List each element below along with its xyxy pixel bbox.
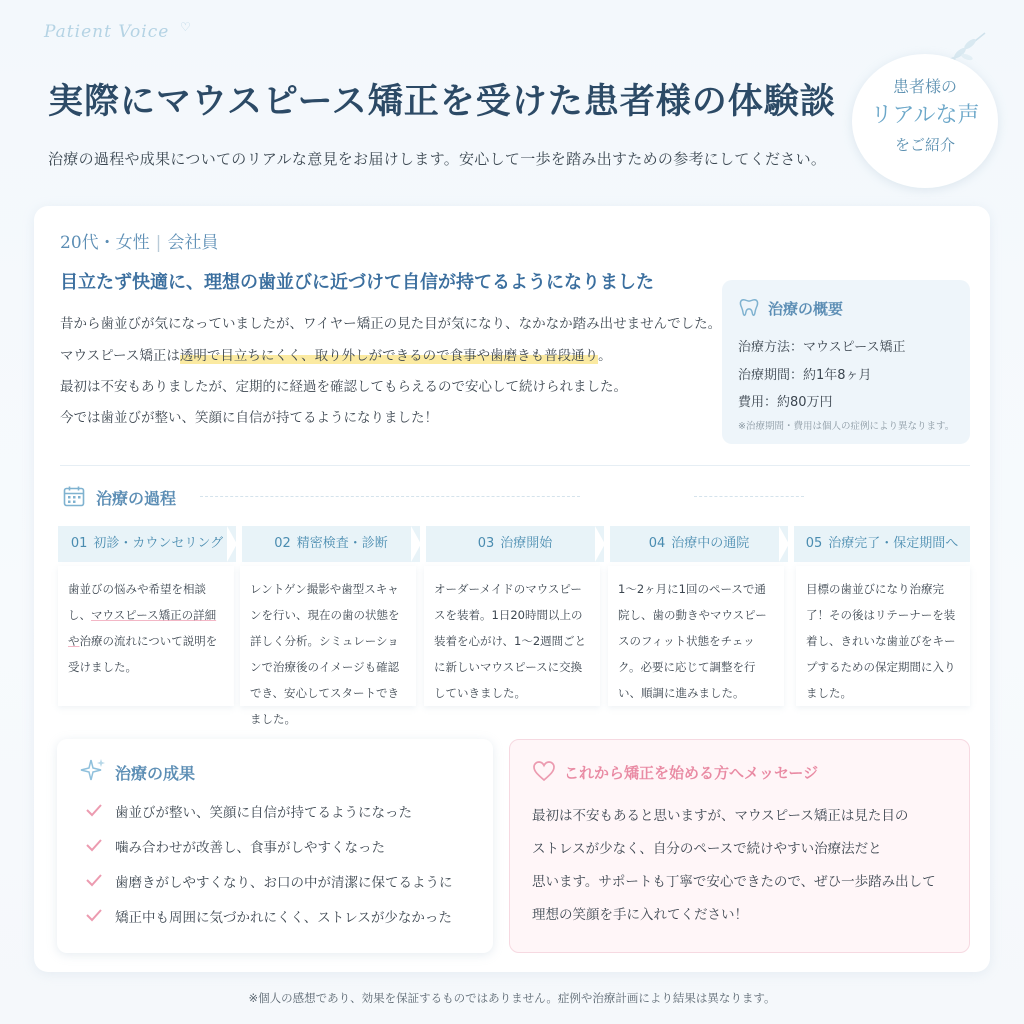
message-line: 思います。サポートも丁寧で安心できたので、ぜひ一歩踏み出して [532, 874, 936, 890]
story-paragraph-4: 今では歯並びが整い、笑顔に自信が持てるようになりました！ [60, 410, 438, 426]
summary-note: ※治療期間・費用は個人の症例により異なります。 [738, 421, 955, 432]
summary-method: 治療方法：マウスピース矯正 [738, 340, 906, 355]
process-step-03: 03 治療開始 [426, 526, 604, 562]
summary-title: 治療の概要 [768, 300, 844, 318]
message-line: 理想の笑顔を手に入れてください！ [532, 907, 748, 923]
story-highlight: 透明で目立ちにくく、取り外しができるので食事や歯磨きも普段通り [179, 348, 599, 364]
tooth-icon [738, 297, 760, 319]
profile-age-gender: 20代・女性 [60, 233, 150, 253]
patient-voice-tag: Patient Voice [44, 22, 170, 42]
summary-cost: 費用：約80万円 [738, 395, 833, 410]
message-panel [509, 739, 970, 953]
section-divider [60, 465, 970, 466]
process-step-02: 02 精密検査・診断 [242, 526, 420, 562]
badge-line1: 患者様の [892, 77, 957, 96]
disclaimer-footer: ※個人の感想であり、効果を保証するものではありません。症例や治療計画により結果は異なります。 [248, 991, 776, 1005]
page-subtitle: 治療の過程や成果についてのリアルな意見をお届けします。安心して一歩を踏み出すための参考にしてください。 [48, 150, 827, 168]
process-steps-bar [58, 526, 970, 562]
process-title: 治療の過程 [96, 489, 177, 508]
sparkle-icon [79, 757, 107, 785]
result-item: 歯磨きがしやすくなり、お口の中が清潔に保てるように [115, 875, 453, 891]
check-icon [85, 873, 103, 887]
process-step-01-description: 歯並びの悩みや希望を相談し、マウスピース矯正の詳細や治療の流れについて説明を受けました。 [58, 566, 234, 706]
process-step-03-description: オーダーメイドのマウスピースを装着。1日20時間以上の装着を心がけ、1〜2週間ごとに新しいマウスピースに交換していきました。 [424, 566, 600, 706]
real-voice-badge [852, 54, 998, 188]
process-step-04-description: 1〜2ヶ月に1回のペースで通院し、歯の動きやマウスピースのフィット状態をチェック。必要に応じて調整を行い、順調に進みました。 [608, 566, 784, 706]
process-step-02-description: レントゲン撮影や歯型スキャンを行い、現在の歯の状態を詳しく分析。シミュレーションで治療後のイメージも確認でき、安心してスタートできました。 [240, 566, 416, 706]
message-line: ストレスが少なく、自分のペースで続けやすい治療法だと [532, 841, 882, 857]
process-step-04: 04 治療中の通院 [610, 526, 788, 562]
calendar-icon [62, 484, 86, 508]
process-dashed-line [200, 496, 580, 497]
results-title: 治療の成果 [115, 764, 196, 783]
badge-line2: リアルな声 [870, 103, 980, 128]
result-item: 噛み合わせが改善し、食事がしやすくなった [115, 840, 385, 856]
story-paragraph-3: 最初は不安もありましたが、定期的に経過を確認してもらえるので安心して続けられました。 [60, 379, 627, 395]
badge-line3: をご紹介 [894, 136, 955, 154]
message-line: 最初は不安もあると思いますが、マウスピース矯正は見た目の [532, 808, 909, 824]
message-title: これから矯正を始める方へメッセージ [564, 764, 819, 782]
result-item: 矯正中も周囲に気づかれにくく、ストレスが少なかった [115, 910, 452, 926]
process-step-05-description: 目標の歯並びになり治療完了！その後はリテーナーを装着し、きれいな歯並びをキープするための保定期間に入りました。 [796, 566, 970, 706]
process-step-01: 01 初診・カウンセリング [58, 526, 236, 562]
heart-icon [532, 760, 556, 782]
check-icon [85, 803, 103, 817]
result-item: 歯並びが整い、笑顔に自信が持てるようになった [115, 805, 412, 821]
profile-occupation: 会社員 [167, 233, 219, 253]
process-step-05: 05 治療完了・保定期間へ [794, 526, 970, 562]
check-icon [85, 908, 103, 922]
page-title: 実際にマウスピース矯正を受けた患者様の体験談 [48, 81, 836, 122]
story-paragraph-1: 昔から歯並びが気になっていましたが、ワイヤー矯正の見た目が気になり、なかなか踏み出せませんでした。 [60, 316, 722, 332]
summary-period: 治療期間：約1年8ヶ月 [738, 368, 872, 383]
story-paragraph-2: マウスピース矯正は透明で目立ちにくく、取り外しができるので食事や歯磨きも普段通り。 [60, 348, 612, 364]
treatment-summary-panel [722, 280, 970, 444]
story-headline: 目立たず快適に、理想の歯並びに近づけて自信が持てるようになりました [60, 272, 654, 293]
results-panel [57, 739, 493, 953]
heart-outline-icon: ♡ [180, 20, 191, 34]
patient-profile: 20代・女性 | 会社員 [60, 233, 219, 253]
process-dashed-line [694, 496, 804, 497]
check-icon [85, 838, 103, 852]
